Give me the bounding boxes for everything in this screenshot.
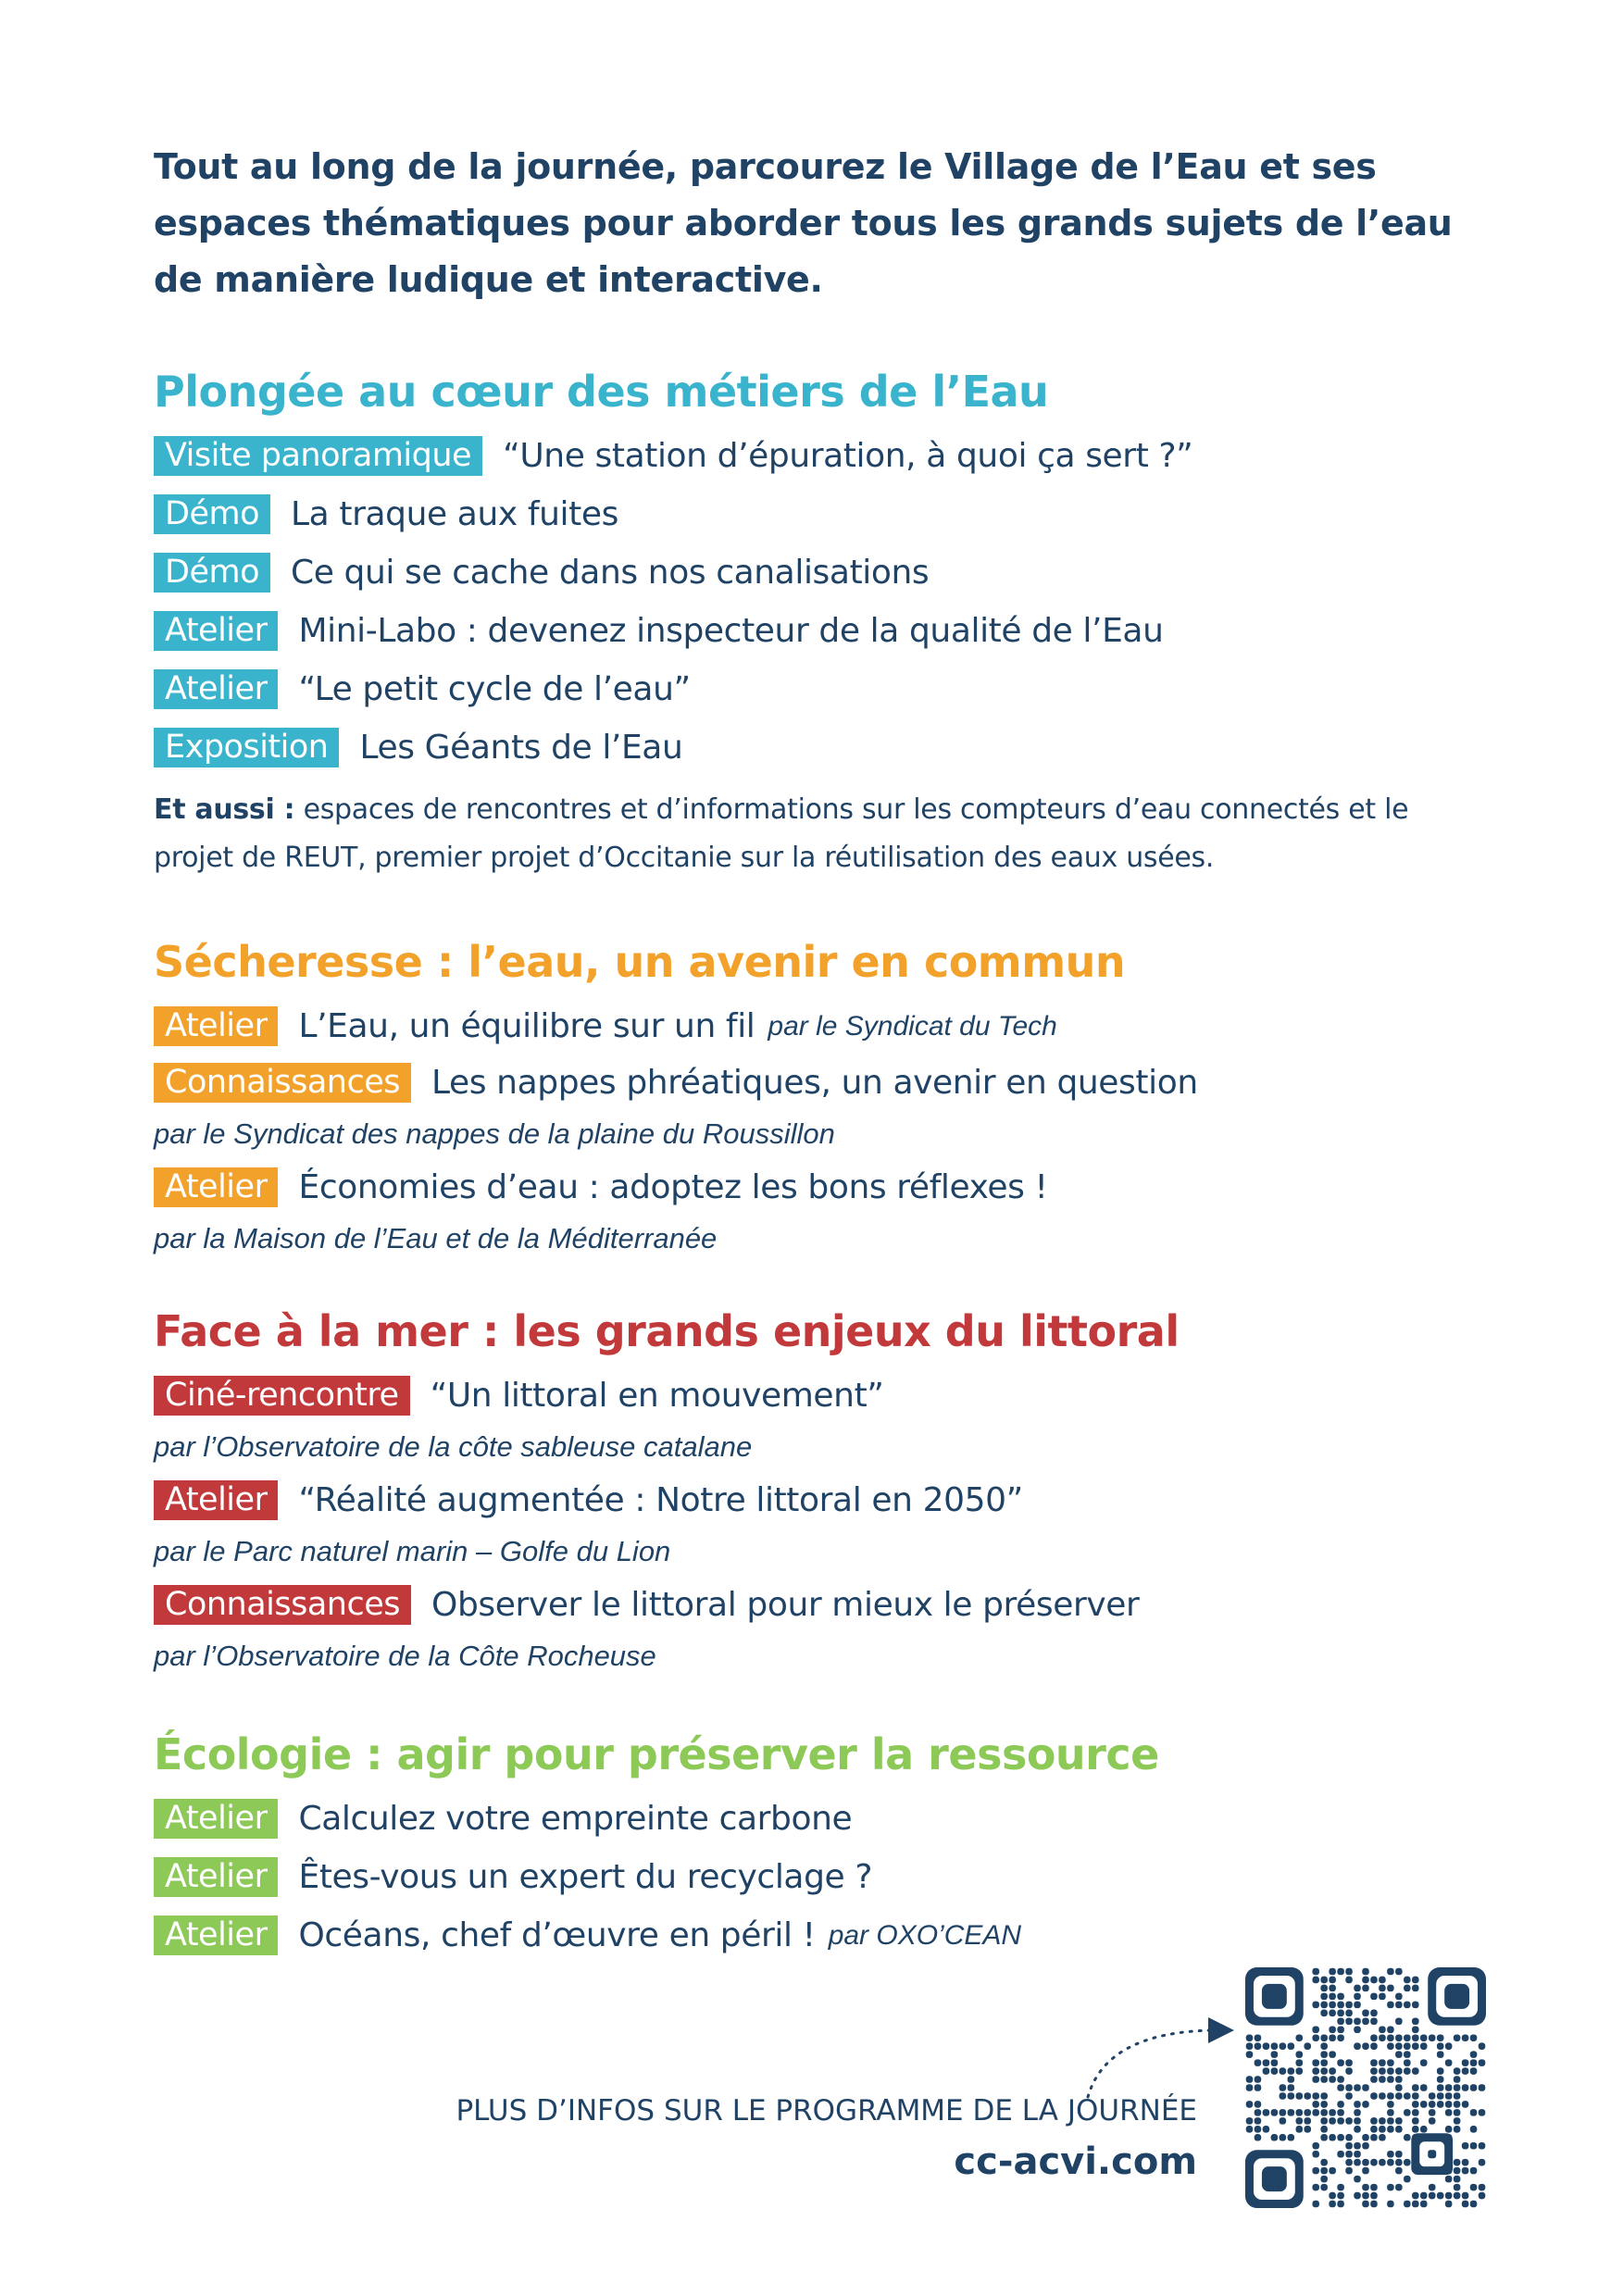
website-link[interactable]: cc-acvi.com — [954, 2140, 1197, 2183]
also-text: espaces de rencontres et d’informations sur les compteurs d’eau connectés et le projet de REUT, premier projet d’Occitanie sur la réutilisation des eaux usées. — [154, 793, 1409, 874]
activity-title: Océans, chef d’œuvre en péril ! — [298, 1916, 816, 1954]
activity-organizer: par le Syndicat du Tech — [768, 1010, 1057, 1042]
activity-tag: Ciné-rencontre — [154, 1376, 410, 1416]
program-item — [154, 1167, 1487, 1255]
program-item — [154, 728, 1487, 767]
section-ecologie — [154, 1728, 1487, 1955]
activity-organizer: par le Parc naturel marin – Golfe du Lion — [154, 1535, 671, 1567]
program-item — [154, 1585, 1487, 1673]
activity-title: “Le petit cycle de l’eau” — [298, 670, 691, 708]
program-item — [154, 669, 1487, 709]
activity-tag: Démo — [154, 494, 270, 534]
activity-organizer: par le Syndicat des nappes de la plaine du Roussillon — [154, 1117, 835, 1150]
activity-title: Calculez votre empreinte carbone — [298, 1800, 853, 1838]
footer — [456, 2094, 1197, 2183]
section-metiers — [154, 366, 1487, 882]
activity-tag: Démo — [154, 553, 270, 593]
activity-title: “Un littoral en mouvement” — [430, 1377, 884, 1415]
intro-text: Tout au long de la journée, parcourez le Village de l’Eau et ses espaces thématiques pour aborder tous les grands sujets de l’eau de manière ludique et interactive. — [154, 146, 1453, 300]
activity-title: Les Géants de l’Eau — [359, 729, 683, 767]
program-item — [154, 1006, 1487, 1046]
program-item — [154, 1480, 1487, 1568]
activity-organizer: par OXO’CEAN — [828, 1919, 1022, 1951]
activity-tag: Atelier — [154, 1799, 278, 1839]
section-title: Sécheresse : l’eau, un avenir en commun — [154, 937, 1126, 987]
activity-organizer: par l’Observatoire de la Côte Rocheuse — [154, 1640, 656, 1672]
program-item — [154, 1799, 1487, 1839]
activity-title: “Réalité augmentée : Notre littoral en 2050” — [298, 1481, 1023, 1519]
program-item — [154, 1857, 1487, 1897]
program-item — [154, 1376, 1487, 1464]
activity-title: Les nappes phréatiques, un avenir en question — [431, 1064, 1198, 1102]
page — [154, 139, 1487, 1974]
activity-tag: Atelier — [154, 1915, 278, 1955]
section-title: Plongée au cœur des métiers de l’Eau — [154, 367, 1049, 417]
also-paragraph — [154, 786, 1487, 882]
activity-organizer: par la Maison de l’Eau et de la Méditerranée — [154, 1222, 718, 1254]
activity-tag: Atelier — [154, 1006, 278, 1046]
section-title: Écologie : agir pour préserver la ressource — [154, 1729, 1159, 1779]
also-label: Et aussi : — [154, 793, 295, 826]
program-item — [154, 553, 1487, 593]
activity-tag: Atelier — [154, 1480, 278, 1520]
qr-code[interactable] — [1245, 1967, 1486, 2208]
activity-tag: Atelier — [154, 1167, 278, 1207]
section-secheresse — [154, 936, 1487, 1255]
activity-title: Économies d’eau : adoptez les bons réflexes ! — [298, 1168, 1048, 1206]
activity-title: Observer le littoral pour mieux le préserver — [431, 1586, 1140, 1624]
program-item — [154, 436, 1487, 476]
activity-tag: Exposition — [154, 728, 339, 767]
activity-tag: Atelier — [154, 611, 278, 651]
activity-title: La traque aux fuites — [291, 495, 618, 533]
activity-tag: Connaissances — [154, 1063, 411, 1103]
activity-title: Êtes-vous un expert du recyclage ? — [298, 1858, 873, 1896]
program-item — [154, 1915, 1487, 1955]
activity-tag: Visite panoramique — [154, 436, 482, 476]
dotted-curved-arrow-icon — [1079, 2014, 1236, 2106]
activity-title: L’Eau, un équilibre sur un fil — [298, 1007, 755, 1045]
activity-tag: Atelier — [154, 1857, 278, 1897]
section-littoral — [154, 1305, 1487, 1673]
section-title: Face à la mer : les grands enjeux du littoral — [154, 1306, 1180, 1356]
program-item — [154, 494, 1487, 534]
activity-title: “Une station d’épuration, à quoi ça sert ?” — [503, 437, 1193, 475]
activity-organizer: par l’Observatoire de la côte sableuse catalane — [154, 1430, 753, 1463]
program-item — [154, 1063, 1487, 1151]
activity-tag: Atelier — [154, 669, 278, 709]
program-item — [154, 611, 1487, 651]
activity-tag: Connaissances — [154, 1585, 411, 1625]
activity-title: Mini-Labo : devenez inspecteur de la qualité de l’Eau — [298, 612, 1164, 650]
activity-title: Ce qui se cache dans nos canalisations — [291, 554, 930, 592]
footer-info: PLUS D’INFOS SUR LE PROGRAMME DE LA JOURNÉE — [456, 2094, 1197, 2128]
